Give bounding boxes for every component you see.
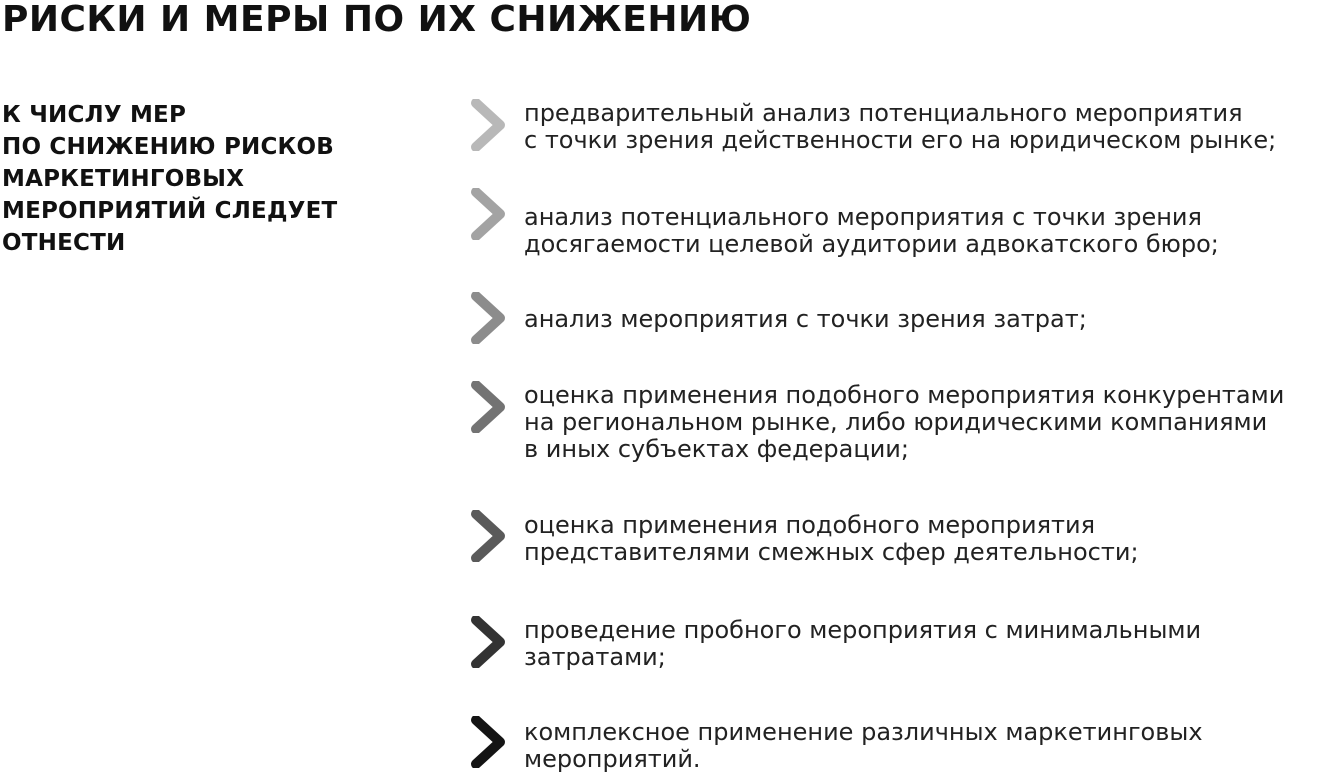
chevron-right-icon-path — [476, 620, 500, 664]
list-item-line: досягаемости целевой аудитории адвокатского бюро; — [524, 230, 1219, 258]
intro-line: К ЧИСЛУ МЕР — [2, 102, 187, 128]
list-item-line: затратами; — [524, 643, 666, 671]
list-item-line: оценка применения подобного мероприятия — [524, 511, 1096, 539]
list-item-line: анализ потенциального мероприятия с точки зрения — [524, 203, 1202, 231]
list-item-line: в иных субъектах федерации; — [524, 435, 909, 463]
list-item-line: на региональном рынке, либо юридическими компаниями — [524, 408, 1268, 436]
list-item-line: мероприятий. — [524, 745, 701, 773]
list-item-line: комплексное применение различных маркетинговых — [524, 718, 1203, 746]
intro-line: МЕРОПРИЯТИЙ СЛЕДУЕТ — [2, 198, 338, 224]
list-item-text — [524, 512, 1139, 566]
intro-line: ПО СНИЖЕНИЮ РИСКОВ — [2, 134, 335, 160]
chevron-right-icon-path — [476, 385, 500, 429]
list-item-text — [524, 306, 1087, 333]
chevron-right-icon-path — [476, 192, 500, 236]
list-item-text — [524, 204, 1219, 258]
list-item-line: оценка применения подобного мероприятия конкурентами — [524, 381, 1285, 409]
list-item-text — [524, 719, 1203, 773]
list-item-line: представителями смежных сфер деятельности; — [524, 538, 1139, 566]
intro-line: ОТНЕСТИ — [2, 230, 126, 256]
list-item-text — [524, 100, 1276, 154]
chevron-right-icon-path — [476, 103, 500, 147]
chevron-right-icon — [470, 510, 506, 562]
intro-text — [2, 99, 432, 259]
list-item-line: проведение пробного мероприятия с минимальными — [524, 616, 1202, 644]
list-item-text — [524, 382, 1284, 463]
list-item-line: предварительный анализ потенциального мероприятия — [524, 99, 1243, 127]
chevron-right-icon — [470, 99, 506, 151]
list-item-text — [524, 617, 1201, 671]
chevron-right-icon — [470, 381, 506, 433]
list-item-line: с точки зрения действенности его на юридическом рынке; — [524, 126, 1277, 154]
intro-line: МАРКЕТИНГОВЫХ — [2, 166, 245, 192]
page-title: РИСКИ И МЕРЫ ПО ИХ СНИЖЕНИЮ — [2, 0, 752, 40]
chevron-right-icon — [470, 188, 506, 240]
chevron-right-icon — [470, 292, 506, 344]
chevron-right-icon-path — [476, 720, 500, 764]
list-item-line: анализ мероприятия с точки зрения затрат; — [524, 305, 1087, 333]
chevron-right-icon-path — [476, 296, 500, 340]
chevron-right-icon-path — [476, 514, 500, 558]
chevron-right-icon — [470, 716, 506, 768]
chevron-right-icon — [470, 616, 506, 668]
